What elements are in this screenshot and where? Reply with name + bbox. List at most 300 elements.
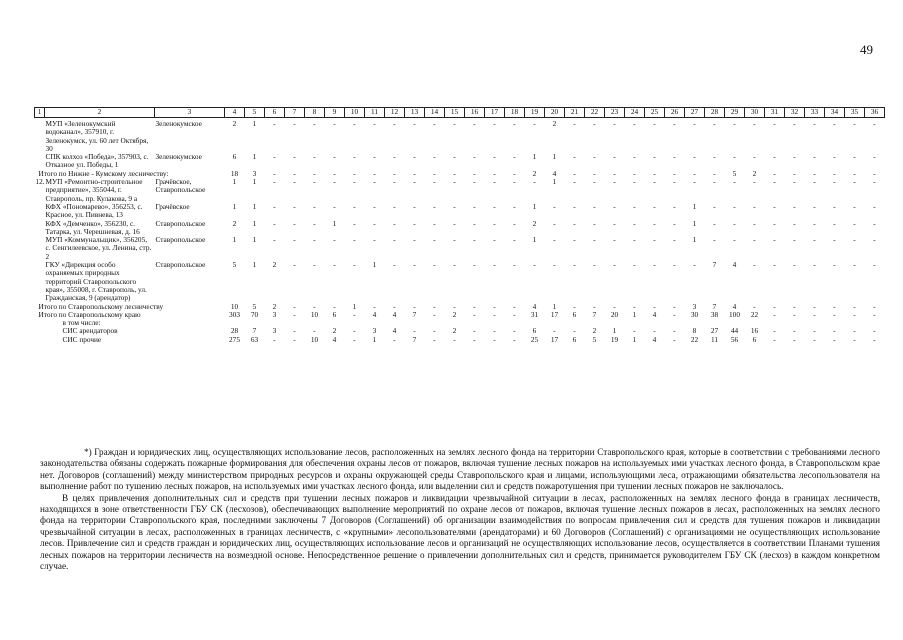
value-cell: 25 (530, 335, 539, 344)
value-cell (345, 319, 365, 327)
table-row (35, 178, 885, 203)
header-cell: 33 (805, 108, 825, 118)
value-cell: 7 (712, 261, 717, 270)
value-cell: - (513, 169, 516, 178)
value-cell: - (773, 219, 776, 228)
value-cell: - (833, 169, 836, 178)
value-cell: - (833, 236, 836, 245)
value-cell: - (433, 178, 436, 187)
header-cell: 14 (425, 108, 445, 118)
table-row (35, 319, 885, 327)
header-cell: 18 (505, 108, 525, 118)
value-cell: 7 (412, 335, 417, 344)
value-cell: - (833, 302, 836, 311)
value-cell: - (493, 236, 496, 245)
value-cell: - (493, 202, 496, 211)
value-cell: - (573, 327, 576, 336)
value-cell: 1 (252, 178, 257, 187)
value-cell: - (753, 119, 756, 128)
value-cell: - (633, 153, 636, 162)
value-cell: 4 (332, 335, 337, 344)
value-cell: 2 (532, 169, 537, 178)
header-cell: 32 (785, 108, 805, 118)
value-cell: - (653, 169, 656, 178)
value-cell: - (493, 261, 496, 270)
value-cell: - (513, 335, 516, 344)
value-cell: 6 (752, 335, 757, 344)
value-cell: 2 (232, 119, 237, 128)
value-cell: 1 (252, 119, 257, 128)
value-cell: - (813, 236, 816, 245)
value-cell: - (653, 261, 656, 270)
value-cell: - (573, 178, 576, 187)
value-cell: - (393, 219, 396, 228)
value-cell: - (853, 310, 856, 319)
value-cell: 1 (552, 302, 557, 311)
table-row (35, 236, 885, 261)
value-cell: - (793, 302, 796, 311)
value-cell: - (813, 202, 816, 211)
value-cell: - (713, 119, 716, 128)
value-cell: - (513, 219, 516, 228)
value-cell: - (453, 202, 456, 211)
value-cell: - (813, 327, 816, 336)
value-cell: - (833, 335, 836, 344)
value-cell: - (293, 202, 296, 211)
header-cell: 25 (645, 108, 665, 118)
page-number: 49 (860, 42, 873, 57)
value-cell: - (833, 178, 836, 187)
value-cell: 3 (692, 302, 697, 311)
value-cell: - (353, 310, 356, 319)
row-number (35, 236, 45, 261)
organization-name: МУП «Ремонтно-строительное предприятие», 355044, г. Ставрополь, пр. Кулакова, 9 а (45, 178, 143, 203)
header-cell: 12 (385, 108, 405, 118)
value-cell: - (393, 261, 396, 270)
value-cell (665, 319, 685, 327)
value-cell: - (833, 310, 836, 319)
value-cell: 1 (352, 302, 357, 311)
value-cell: - (733, 119, 736, 128)
row-number (35, 153, 45, 170)
value-cell: - (533, 119, 536, 128)
value-cell: - (713, 169, 716, 178)
footnote-paragraph: *) Граждан и юридических лиц, осуществляющих использование лесов, расположенных на землях лесного фонда на территории Ставропольского края, которые в соответствии с требованиями лесного законодательства обязаны содержать пожарные формирования для обеспечения охраны лесов от пожаров, включая тушение лесных пожаров на используемых ими участках лесного фонда, в Ставропольском крае нет. Договоров (соглашений) между министерством природных ресурсов и охраны окружающей среды Ставропольского края и лицами, использующими леса, отражающими обязательства лесопользователя на выполнение работ по тушению лесных пожаров, на используемых ими участках лесного фонда, или выделении сил и средств пожаротушения при тушении лесных пожаров не заключалось. (40, 447, 880, 492)
value-cell: - (633, 169, 636, 178)
value-cell: 5 (592, 335, 597, 344)
value-cell: - (673, 202, 676, 211)
value-cell: - (473, 219, 476, 228)
value-cell: - (433, 310, 436, 319)
value-cell: 4 (732, 302, 737, 311)
value-cell: - (373, 153, 376, 162)
value-cell (445, 319, 465, 327)
value-cell: 6 (332, 310, 337, 319)
value-cell (525, 319, 545, 327)
value-cell: - (553, 202, 556, 211)
value-cell: 1 (532, 236, 537, 245)
value-cell: - (613, 153, 616, 162)
fire-forces-table (34, 107, 885, 344)
value-cell: - (473, 178, 476, 187)
value-cell: 1 (692, 202, 697, 211)
value-cell: 1 (232, 236, 237, 245)
value-cell: - (473, 236, 476, 245)
value-cell: - (533, 261, 536, 270)
header-cell: 17 (485, 108, 505, 118)
value-cell: 22 (750, 310, 759, 319)
notes (40, 447, 880, 572)
value-cell: - (413, 178, 416, 187)
header-cell: 31 (765, 108, 785, 118)
value-cell: - (573, 169, 576, 178)
header-cell: 24 (625, 108, 645, 118)
value-cell: 19 (610, 335, 619, 344)
table-row (35, 261, 885, 302)
value-cell: - (753, 202, 756, 211)
value-cell: - (833, 119, 836, 128)
value-cell: - (633, 236, 636, 245)
value-cell: - (413, 202, 416, 211)
value-cell: - (433, 236, 436, 245)
header-cell: 21 (565, 108, 585, 118)
value-cell: - (433, 219, 436, 228)
value-cell: - (753, 219, 756, 228)
table-row (35, 170, 885, 178)
value-cell: - (773, 178, 776, 187)
value-cell: 1 (252, 236, 257, 245)
value-cell: - (773, 261, 776, 270)
value-cell: - (473, 261, 476, 270)
value-cell: - (773, 310, 776, 319)
value-cell: - (413, 153, 416, 162)
value-cell (465, 319, 485, 327)
value-cell: 4 (532, 302, 537, 311)
organization-name: МУП «Зеленокумский водоканал», 357910, г. Зеленокумск, ул. 60 лет Октября, 30 (45, 119, 149, 153)
value-cell: - (693, 261, 696, 270)
value-cell: - (433, 202, 436, 211)
district-name: Ставропольское (155, 261, 206, 270)
value-cell: 16 (750, 327, 759, 336)
table-row (35, 203, 885, 220)
value-cell: - (673, 119, 676, 128)
value-cell: - (793, 202, 796, 211)
value-cell: - (813, 119, 816, 128)
header-cell: 28 (705, 108, 725, 118)
value-cell: - (433, 153, 436, 162)
value-cell: 4 (392, 310, 397, 319)
value-cell: - (493, 219, 496, 228)
value-cell: 1 (252, 202, 257, 211)
value-cell: - (553, 236, 556, 245)
table-row (35, 153, 885, 170)
value-cell: 2 (452, 310, 457, 319)
value-cell: - (273, 119, 276, 128)
value-cell: - (793, 310, 796, 319)
header-cell: 22 (585, 108, 605, 118)
header-cell: 15 (445, 108, 465, 118)
value-cell: - (733, 178, 736, 187)
value-cell: - (313, 261, 316, 270)
value-cell: - (473, 202, 476, 211)
value-cell (245, 319, 265, 327)
value-cell: - (453, 335, 456, 344)
value-cell: - (673, 261, 676, 270)
row-number (35, 220, 45, 237)
value-cell: 11 (710, 335, 719, 344)
value-cell: - (313, 169, 316, 178)
value-cell: - (433, 119, 436, 128)
value-cell: 4 (372, 310, 377, 319)
value-cell: - (313, 202, 316, 211)
value-cell: - (673, 310, 676, 319)
value-cell: 5 (252, 302, 257, 311)
value-cell: 70 (250, 310, 259, 319)
value-cell: 4 (392, 327, 397, 336)
value-cell: - (833, 153, 836, 162)
value-cell: - (413, 327, 416, 336)
value-cell: - (393, 236, 396, 245)
header-cell: 26 (665, 108, 685, 118)
value-cell: 2 (592, 327, 597, 336)
subtotal-label: СИС арендаторов (62, 327, 118, 336)
value-cell: 10 (230, 302, 239, 311)
value-cell: - (833, 202, 836, 211)
value-cell: - (293, 236, 296, 245)
value-cell: - (813, 310, 816, 319)
value-cell: - (533, 178, 536, 187)
value-cell: 303 (229, 310, 240, 319)
value-cell: - (493, 119, 496, 128)
header-cell: 2 (45, 108, 155, 118)
value-cell: 2 (752, 169, 757, 178)
value-cell: - (713, 202, 716, 211)
value-cell: - (753, 178, 756, 187)
value-cell: 1 (252, 153, 257, 162)
value-cell: - (353, 327, 356, 336)
value-cell: - (873, 219, 876, 228)
header-cell: 16 (465, 108, 485, 118)
value-cell (705, 319, 725, 327)
value-cell: - (333, 169, 336, 178)
value-cell: 1 (532, 202, 537, 211)
value-cell: - (513, 302, 516, 311)
value-cell: 1 (252, 219, 257, 228)
value-cell: 6 (572, 335, 577, 344)
value-cell (725, 319, 745, 327)
value-cell (425, 319, 445, 327)
value-cell: 1 (552, 178, 557, 187)
value-cell: 6 (232, 153, 237, 162)
value-cell: - (433, 169, 436, 178)
header-cell: 35 (845, 108, 865, 118)
header-cell: 20 (545, 108, 565, 118)
value-cell: - (353, 219, 356, 228)
value-cell: 38 (710, 310, 719, 319)
value-cell: - (473, 335, 476, 344)
value-cell: - (373, 219, 376, 228)
value-cell: - (773, 119, 776, 128)
value-cell: - (753, 236, 756, 245)
value-cell: 2 (532, 219, 537, 228)
value-cell: - (853, 153, 856, 162)
value-cell: - (593, 119, 596, 128)
value-cell: - (573, 261, 576, 270)
value-cell: - (313, 236, 316, 245)
total-label: Итого по Ставропольскому лесничеству (38, 302, 164, 311)
value-cell: - (353, 261, 356, 270)
value-cell: - (433, 261, 436, 270)
value-cell: - (613, 202, 616, 211)
value-cell: - (813, 302, 816, 311)
value-cell: - (473, 169, 476, 178)
value-cell (585, 319, 605, 327)
value-cell (385, 319, 405, 327)
value-cell: - (293, 335, 296, 344)
value-cell: - (793, 169, 796, 178)
value-cell: - (453, 236, 456, 245)
value-cell: 5 (232, 261, 237, 270)
value-cell: - (633, 119, 636, 128)
value-cell: 7 (252, 327, 257, 336)
value-cell: - (813, 219, 816, 228)
value-cell (625, 319, 645, 327)
value-cell: 1 (332, 219, 337, 228)
value-cell: - (673, 335, 676, 344)
value-cell: - (853, 261, 856, 270)
value-cell: - (613, 219, 616, 228)
district-name: Зеленокумское (155, 119, 202, 128)
header-cell: 11 (365, 108, 385, 118)
value-cell: - (393, 335, 396, 344)
value-cell: - (733, 219, 736, 228)
value-cell: - (813, 153, 816, 162)
value-cell: - (573, 153, 576, 162)
value-cell: - (773, 236, 776, 245)
value-cell: - (333, 178, 336, 187)
value-cell: - (633, 327, 636, 336)
value-cell: - (413, 219, 416, 228)
value-cell: - (373, 178, 376, 187)
value-cell: - (793, 236, 796, 245)
table-row (35, 311, 885, 319)
value-cell: 8 (692, 327, 697, 336)
value-cell: - (393, 302, 396, 311)
value-cell: - (873, 169, 876, 178)
subtotal-label: в том числе: (62, 319, 101, 328)
value-cell: - (333, 302, 336, 311)
value-cell: - (493, 169, 496, 178)
value-cell: 31 (530, 310, 539, 319)
value-cell: - (353, 236, 356, 245)
value-cell: 4 (652, 335, 657, 344)
value-cell: - (573, 119, 576, 128)
value-cell: - (293, 327, 296, 336)
value-cell: - (273, 335, 276, 344)
value-cell: - (293, 310, 296, 319)
value-cell: - (853, 236, 856, 245)
value-cell: - (873, 335, 876, 344)
value-cell: - (453, 153, 456, 162)
value-cell: - (793, 153, 796, 162)
value-cell: - (513, 178, 516, 187)
value-cell: 22 (690, 335, 699, 344)
value-cell: - (473, 327, 476, 336)
value-cell: - (753, 261, 756, 270)
value-cell: 17 (550, 335, 559, 344)
value-cell: 2 (272, 261, 277, 270)
value-cell: 30 (690, 310, 699, 319)
header-cell: 9 (325, 108, 345, 118)
value-cell: 1 (532, 153, 537, 162)
value-cell: - (733, 202, 736, 211)
value-cell: - (673, 219, 676, 228)
value-cell: 2 (272, 302, 277, 311)
value-cell: - (273, 219, 276, 228)
value-cell: - (333, 153, 336, 162)
value-cell: - (793, 219, 796, 228)
value-cell: - (693, 169, 696, 178)
value-cell: - (873, 236, 876, 245)
value-cell: - (693, 153, 696, 162)
value-cell: - (413, 302, 416, 311)
value-cell (485, 319, 505, 327)
header-cell: 13 (405, 108, 425, 118)
value-cell: - (453, 119, 456, 128)
value-cell: - (853, 327, 856, 336)
header-cell: 36 (865, 108, 885, 118)
value-cell: - (653, 178, 656, 187)
value-cell: - (673, 178, 676, 187)
value-cell: 7 (592, 310, 597, 319)
value-cell: - (593, 202, 596, 211)
value-cell: - (853, 178, 856, 187)
value-cell: - (493, 335, 496, 344)
header-cell: 23 (605, 108, 625, 118)
value-cell: - (653, 219, 656, 228)
value-cell: - (853, 202, 856, 211)
value-cell: - (413, 236, 416, 245)
value-cell: - (833, 261, 836, 270)
value-cell: - (653, 202, 656, 211)
value-cell: - (353, 119, 356, 128)
value-cell: 7 (712, 302, 717, 311)
value-cell: - (493, 310, 496, 319)
value-cell: - (573, 202, 576, 211)
value-cell: - (453, 178, 456, 187)
value-cell: - (853, 335, 856, 344)
value-cell: - (333, 261, 336, 270)
value-cell: - (373, 202, 376, 211)
value-cell: - (873, 178, 876, 187)
value-cell: - (553, 261, 556, 270)
value-cell: 1 (372, 261, 377, 270)
table-row (35, 336, 885, 344)
value-cell: 7 (412, 310, 417, 319)
value-cell: - (293, 219, 296, 228)
value-cell (865, 319, 885, 327)
value-cell (565, 319, 585, 327)
value-cell: - (713, 236, 716, 245)
row-number (35, 118, 45, 154)
value-cell: - (473, 153, 476, 162)
value-cell: 1 (232, 202, 237, 211)
value-cell: 2 (552, 119, 557, 128)
value-cell: - (593, 178, 596, 187)
value-cell: 3 (272, 310, 277, 319)
district-name: Грачёвское (155, 202, 190, 211)
value-cell: - (273, 236, 276, 245)
